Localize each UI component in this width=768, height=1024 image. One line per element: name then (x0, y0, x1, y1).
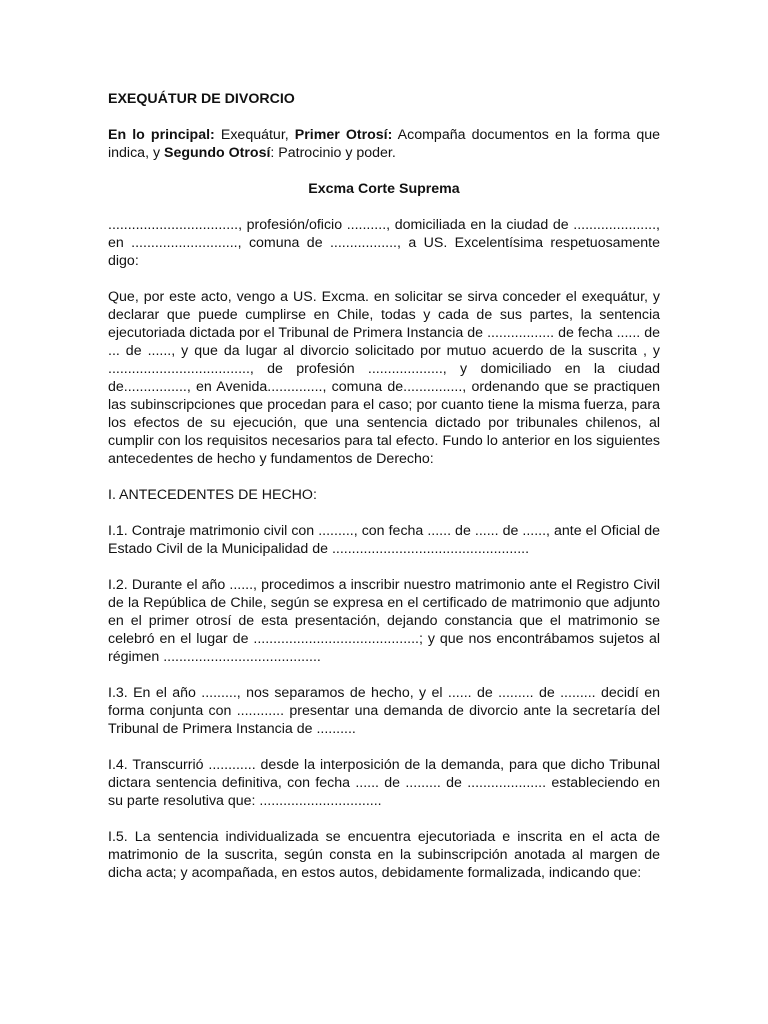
otrosi1-text: Acompaña documentos en la forma que indica, y (108, 127, 660, 161)
principal-label: En lo principal: (108, 127, 215, 143)
item-paragraph-4: I.4. Transcurrió ............ desde la interposición de la demanda, para que dicho Tribunal dictara sentencia definitiva, con fecha ...... de ......... de .................... estableciendo en su parte resolutiva que: ............................... (108, 757, 660, 809)
otrosi2-text: : Patrocinio y poder. (270, 145, 396, 161)
item-paragraph-1: I.1. Contraje matrimonio civil con ........., con fecha ...... de ...... de ......, ante el Oficial de Estado Civil de la Municipalidad de .................................................. (108, 523, 660, 557)
otrosi2-label: Segundo Otrosí (164, 145, 271, 161)
intro-paragraph: ................................., profesión/oficio .........., domiciliada en la ciudad de ....................., en ..........................., comuna de ................., a US. Excelentísima respetuosamente digo: (108, 217, 660, 269)
item-paragraph-3: I.3. En el año ........., nos separamos de hecho, y el ...... de ......... de ......... decidí en forma conjunta con ............ presentar una demanda de divorcio ante la secretaría del Tribunal de Primera Instancia de .......... (108, 685, 660, 737)
court-heading: Excma Corte Suprema (308, 181, 460, 197)
item-paragraph-5: I.5. La sentencia individualizada se encuentra ejecutoriada e inscrita en el acta de matrimonio de la suscrita, según consta en la subinscripción anotada al margen de dicha acta; y acompañada, en estos autos, debidamente formalizada, indicando que: (108, 829, 660, 881)
section-heading: I. ANTECEDENTES DE HECHO: (108, 487, 317, 503)
request-paragraph: Que, por este acto, vengo a US. Excma. en solicitar se sirva conceder el exequátur, y declarar que puede cumplirse en Chile, todas y cada de sus partes, la sentencia ejecutoriada dictada por el Tribunal de Primera Instancia de ................. de fecha ...... de ... de ......, y que da lugar al divorcio solicitado por mutuo acuerdo de la suscrita , y ...................................., de profesión ..................., y domiciliado en la ciudad de................, en Avenida.............., comuna de..............., ordenando que se practiquen las subinscripciones que procedan para el caso; por cuanto tiene la misma fuerza, para los efectos de su ejecución, que una sentencia dictado por tribunales chilenos, al cumplir con los requisitos necesarios para tal efecto. Fundo lo anterior en los siguientes antecedentes de hecho y fundamentos de Derecho: (108, 289, 660, 467)
item-paragraph-2: I.2. Durante el año ......, procedimos a inscribir nuestro matrimonio ante el Registro Civil de la República de Chile, según se expresa en el certificado de matrimonio que adjunto en el primer otrosí de esta presentación, dejando constancia que el matrimonio se celebró en el lugar de ..........................................; y que nos encontrábamos sujetos al régimen ........................................ (108, 577, 660, 665)
summary-paragraph (108, 126, 660, 162)
document-title: EXEQUÁTUR DE DIVORCIO (108, 91, 295, 107)
principal-text: Exequátur, (214, 127, 295, 143)
otrosi1-label: Primer Otrosí: (294, 127, 393, 143)
document-page (108, 90, 660, 900)
